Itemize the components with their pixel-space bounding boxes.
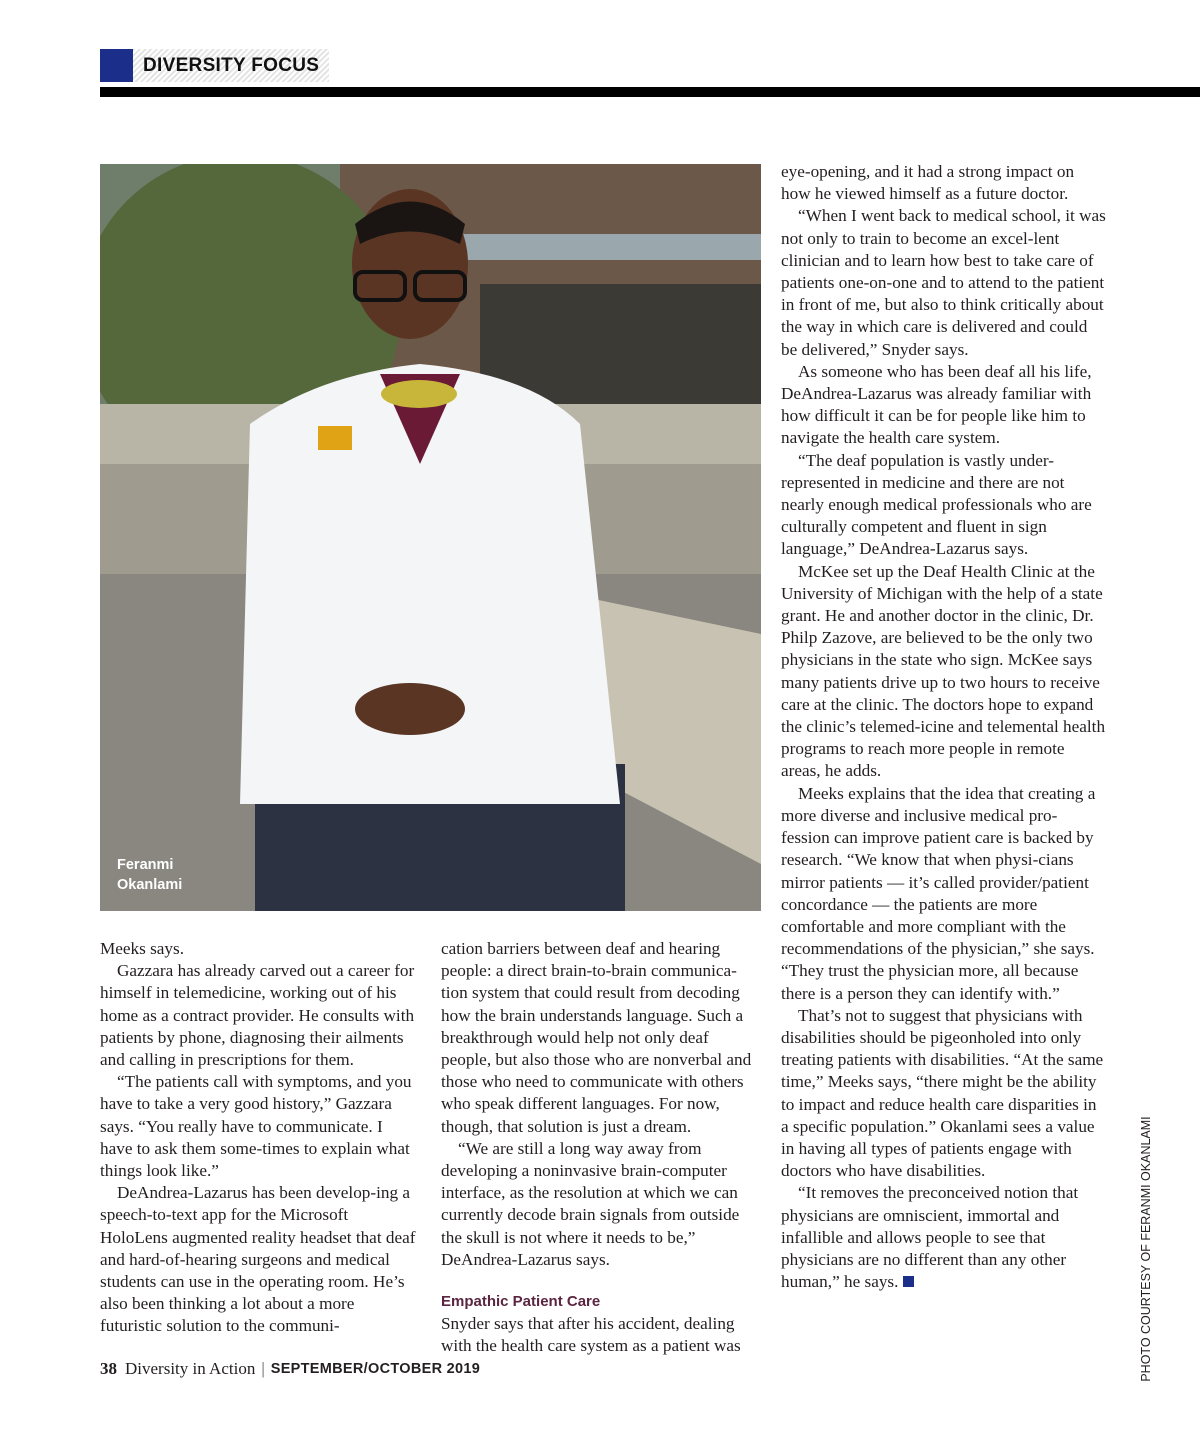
photo-credit	[1138, 1110, 1154, 1387]
paragraph: That’s not to suggest that physicians with disabilities should be pigeonholed into only treating patients with disabilities. “At the same time,” Meeks says, “there might be the ability to impact and reduce health care disparities in a specific population.” Okanlami sees a value in having all types of patients engage with doctors who have disabilities.	[781, 1005, 1104, 1181]
photo-credit-text: PHOTO COURTESY OF FERANMI OKANLAMI	[1139, 1115, 1153, 1382]
portrait-photo	[100, 164, 761, 911]
page-footer	[100, 1357, 480, 1381]
section-label: DIVERSITY FOCUS	[133, 49, 329, 82]
issue-date: SEPTEMBER/OCTOBER 2019	[270, 1361, 481, 1377]
paragraph: cation barriers between deaf and hearing people: a direct brain-to-brain communica-tion system that could result from decoding how the brain understands language. Such a breakthrough would help not only deaf people, but also those who are nonverbal and those who need to communicate with others who speak different languages. For now, though, that solution is just a dream.	[441, 939, 752, 1136]
article-column-1	[100, 938, 418, 1338]
section-subhead: Empathic Patient Care	[441, 1293, 601, 1311]
paragraph: McKee set up the Deaf Health Clinic at the University of Michigan with the help of a state grant. He and another doctor in the clinic, Dr. Philp Zazove, are believed to be the only two physicians in the state who sign. McKee says many patients drive up to two hours to receive care at the clinic. The doctors hope to expand the clinic’s telemed-icine and telemental health programs to reach more people in remote areas, he adds.	[781, 561, 1106, 781]
paragraph: Gazzara has already carved out a career for himself in telemedicine, working out of his home as a contract provider. He consults with patients by phone, diagnosing their ailments and calling in prescriptions for them.	[100, 961, 415, 1070]
paragraph: As someone who has been deaf all his life, DeAndrea-Lazarus was already familiar with how difficult it can be for people like him to navigate the health care system.	[781, 361, 1092, 448]
paragraph-text: “It removes the preconceived notion that physicians are omniscient, immortal and infallible and allows people to see that physicians are no different than any other human,” he says.	[781, 1183, 1079, 1292]
section-header	[100, 49, 329, 82]
publication-name: Diversity in Action	[125, 1359, 256, 1378]
footer-separator: |	[261, 1359, 265, 1378]
section-color-square	[100, 49, 133, 82]
paragraph: “When I went back to medical school, it was not only to train to become an excel-lent clinician and to learn how best to take care of patients one-on-one and to attend to the patient in front of me, but also to think critically about the way in which care is delivered and could be delivered,” Snyder says.	[781, 206, 1106, 359]
paragraph: Snyder says that after his accident, dealing with the health care system as a patient was	[441, 1314, 741, 1356]
header-rule	[100, 87, 1200, 97]
photo-caption	[117, 855, 237, 895]
caption-first-name: Feranmi	[117, 857, 174, 873]
paragraph: “The deaf population is vastly under-represented in medicine and there are not nearly enough medical professionals who are culturally competent and fluent in sign language,” DeAndrea-Lazarus says.	[781, 450, 1092, 559]
portrait-illustration	[100, 164, 761, 911]
caption-last-name: Okanlami	[117, 877, 183, 893]
page-number: 38	[100, 1359, 117, 1378]
final-paragraph	[781, 1182, 1106, 1293]
paragraph: eye-opening, and it had a strong impact on how he viewed himself as a future doctor.	[781, 162, 1075, 204]
paragraph: Meeks says.	[100, 939, 185, 958]
end-of-article-mark	[903, 1276, 914, 1287]
article-column-3	[781, 161, 1106, 1293]
article-column-2	[441, 938, 761, 1357]
paragraph: “We are still a long way away from developing a noninvasive brain-computer interface, as the resolution at which we can currently decode brain signals from outside the skull is not where it needs to be,” DeAndrea-Lazarus says.	[441, 1138, 740, 1269]
paragraph: Meeks explains that the idea that creating a more diverse and inclusive medical pro-fession can improve patient care is backed by research. “We know that when physi-cians mirror patients — it’s called provider/patient concordance — the patients are more comfortable and more compliant with the recommendations of the physician,” she says. “They trust the physician more, all because there is a person they can identify with.”	[781, 783, 1096, 1003]
paragraph: DeAndrea-Lazarus has been develop-ing a speech-to-text app for the Microsoft HoloLens augmented reality headset that deaf and hard-of-hearing surgeons and medical students can use in the operating room. He’s also been thinking a lot about a more futuristic solution to the communi-	[100, 1183, 416, 1336]
paragraph: “The patients call with symptoms, and you have to take a very good history,” Gazzara says. “You really have to communicate. I have to ask them some-times to explain what things look like.”	[100, 1072, 412, 1181]
